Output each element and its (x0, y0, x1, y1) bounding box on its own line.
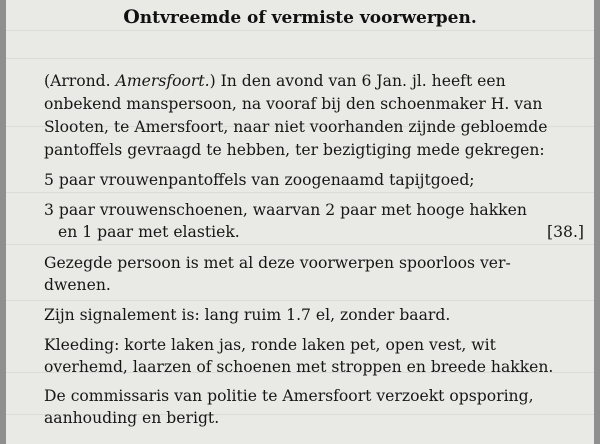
list-item-pantoffels: 5 paar vrouwenpantoffels van zoogenaamd tapijtgoed; (44, 171, 475, 189)
arrondissement-place: Amersfoort. (115, 72, 210, 90)
paragraph-intro-line-4: pantoffels gevraagd te hebben, ter bezigtiging mede gekregen: (44, 141, 545, 159)
paragraph-intro-line-3: Slooten, te Amersfoort, naar niet voorhanden zijnde gebloemde (44, 118, 548, 136)
signalement-line: Zijn signalement is: lang ruim 1.7 el, zonder baard. (44, 306, 451, 324)
intro-text-start: ) In den avond van 6 Jan. jl. heeft een (209, 72, 506, 90)
list-item-schoenen-line-2 (44, 223, 584, 241)
closing-line-1: De commissaris van politie te Amersfoort verzoekt opsporing, (44, 387, 534, 405)
arrondissement-prefix: (Arrond. (44, 72, 116, 90)
list-item-schoenen-line-1: 3 paar vrouwenschoenen, waarvan 2 paar met hooge hakken (44, 201, 527, 219)
kleeding-line-1: Kleeding: korte laken jas, ronde laken pet, open vest, wit (44, 336, 496, 354)
paragraph-spoorloos-line-1: Gezegde persoon is met al deze voorwerpen spoorloos ver- (44, 254, 511, 272)
newspaper-page (6, 0, 594, 444)
section-heading (6, 6, 594, 28)
kleeding-line-2: overhemd, laarzen of schoenen met stroppen en breede hakken. (44, 358, 554, 376)
schoenen-continuation: en 1 paar met elastiek. (58, 223, 240, 241)
reference-number: [38.] (547, 223, 584, 241)
heading-text: ntvreemde of vermiste voorwerpen. (139, 8, 477, 28)
paragraph-intro-line-2: onbekend manspersoon, na vooraf bij den schoenmaker H. van (44, 95, 543, 113)
heading-initial: O (123, 6, 140, 28)
paragraph-intro-line-1 (44, 72, 584, 90)
closing-line-2: aanhouding en berigt. (44, 409, 220, 427)
paragraph-spoorloos-line-2: dwenen. (44, 276, 111, 294)
